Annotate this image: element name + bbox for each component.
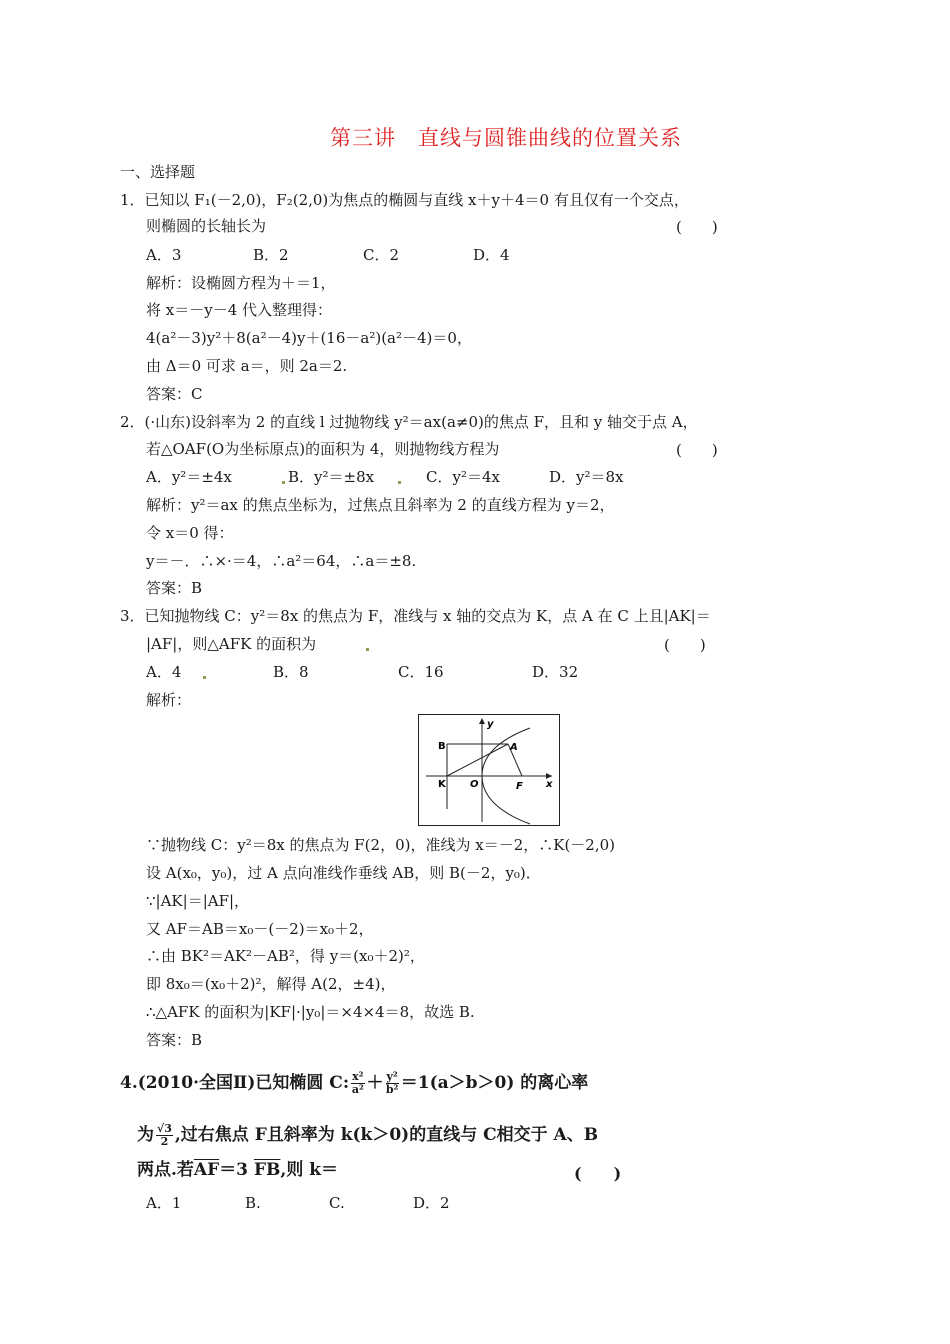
- label-x: x: [546, 779, 553, 790]
- q1-answer-blank: ( ): [676, 218, 718, 236]
- q4-option-d: D．2: [413, 1194, 450, 1212]
- q1-option-c: C．2: [363, 246, 400, 264]
- segment-ak: [447, 744, 508, 776]
- q4-answer-blank: ( ): [574, 1164, 622, 1183]
- q4-eq: ＝3: [219, 1160, 249, 1180]
- q3-solution-line: ∵抛物线 C：y²＝8x 的焦点为 F(2，0)，准线为 x＝－2，∴K(－2,0): [146, 836, 616, 854]
- q2-analysis-line: y＝－．∴×·＝4，∴a²＝64，∴a＝±8.: [146, 552, 417, 570]
- fraction-numerator: x²: [352, 1070, 364, 1083]
- q1-analysis-line: 4(a²－3)y²＋8(a²－4)y＋(16－a²)(a²－4)＝0，: [146, 329, 472, 347]
- page-title: 第三讲 直线与圆锥曲线的位置关系: [330, 126, 682, 150]
- q4-stem-line1: [120, 1071, 588, 1096]
- figure-frame: [419, 715, 560, 826]
- label-f: F: [516, 781, 523, 792]
- q1-option-a: A．3: [146, 246, 182, 264]
- q3-solution-line: 设 A(x₀，y₀)，过 A 点向准线作垂线 AB，则 B(－2，y₀)．: [146, 864, 541, 882]
- speck-mark: [398, 481, 401, 484]
- fraction-x2-a2: [351, 1071, 364, 1096]
- q1-answer: 答案：C: [146, 385, 203, 403]
- fraction-sqrt3-2: [156, 1123, 173, 1148]
- section-heading: 一、选择题: [120, 163, 196, 181]
- speck-mark: [203, 676, 206, 679]
- q1-analysis-line: 解析：设椭圆方程为＋＝1，: [146, 274, 336, 292]
- q1-stem-line1: 1．已知以 F₁(－2,0)，F₂(2,0)为焦点的椭圆与直线 x＋y＋4＝0 有且仅有一个交点，: [120, 191, 689, 209]
- label-k: K: [438, 779, 446, 790]
- q1-analysis-line: 将 x＝－y－4 代入整理得：: [146, 301, 333, 319]
- q3-solution-line: ∴由 BK²＝AK²－AB²，得 y＝(x₀＋2)²，: [146, 947, 425, 965]
- q1-option-b: B．2: [253, 246, 289, 264]
- q1-stem-line2: 则椭圆的长轴长为: [146, 217, 267, 235]
- q4-line2-pre: 为: [137, 1125, 154, 1145]
- q4-stem-line3: [137, 1159, 338, 1181]
- q3-solution-line: ∴△AFK 的面积为|KF|·|y₀|＝×4×4＝8，故选 B.: [146, 1003, 475, 1021]
- q4-option-c: C.: [329, 1194, 345, 1212]
- q4-option-b: B.: [245, 1194, 261, 1212]
- label-o: O: [470, 779, 479, 790]
- q4-line3-post: ,则 k＝: [280, 1160, 339, 1180]
- q3-option-b: B．8: [273, 663, 309, 681]
- q3-option-a: A．4: [146, 663, 182, 681]
- q4-line3-pre: 两点.若: [137, 1160, 194, 1180]
- q4-suffix: ＝1(a＞b＞0) 的离心率: [400, 1073, 589, 1093]
- label-a: A: [510, 742, 518, 753]
- q3-option-c: C．16: [398, 663, 444, 681]
- parabola-figure: [418, 714, 560, 826]
- fraction-denominator: 2: [160, 1135, 169, 1148]
- q2-option-d: D．y²＝8x: [549, 468, 624, 486]
- q3-stem-line2: |AF|，则△AFK 的面积为: [146, 635, 317, 653]
- fraction-denominator: b²: [385, 1083, 399, 1096]
- fraction-y2-b2: [386, 1071, 399, 1096]
- vector-af: $\overline{AF}$: [193, 1160, 220, 1180]
- speck-mark: [366, 648, 369, 651]
- label-y: y: [487, 719, 494, 730]
- q3-option-d: D．32: [532, 663, 579, 681]
- q3-answer-blank: ( ): [664, 636, 706, 654]
- fraction-numerator: y²: [386, 1070, 398, 1083]
- fraction-denominator: a²: [351, 1083, 364, 1096]
- q4-prefix: 4.(2010·全国Ⅱ)已知椭圆 C:: [120, 1073, 350, 1093]
- vector-fb: $\overline{FB}$: [253, 1160, 281, 1180]
- q4-option-a: A．1: [146, 1194, 182, 1212]
- plus-sign: ＋: [366, 1073, 384, 1093]
- q2-stem-line1: 2．(·山东)设斜率为 2 的直线 l 过抛物线 y²＝ax(a≠0)的焦点 F，且和 y 轴交于点 A，: [120, 413, 698, 431]
- y-axis-arrow: [479, 718, 485, 724]
- q2-option-c: C．y²＝4x: [426, 468, 500, 486]
- q3-stem-line1: 3．已知抛物线 C：y²＝8x 的焦点为 F，准线与 x 轴的交点为 K，点 A 在 C 上且|AK|＝: [120, 607, 711, 625]
- q2-answer-blank: ( ): [676, 441, 718, 459]
- q1-analysis-line: 由 Δ＝0 可求 a＝，则 2a＝2.: [146, 357, 348, 375]
- q2-analysis-line: 令 x＝0 得：: [146, 524, 234, 542]
- q2-option-a: A．y²＝±4x: [146, 468, 232, 486]
- q3-answer: 答案：B: [146, 1031, 203, 1049]
- label-b: B: [438, 741, 446, 752]
- q3-analysis-label: 解析：: [146, 691, 192, 709]
- q3-solution-line: 即 8x₀＝(x₀＋2)²，解得 A(2，±4)，: [146, 975, 396, 993]
- q2-stem-line2: 若△OAF(O为坐标原点)的面积为 4，则抛物线方程为: [146, 440, 500, 458]
- q3-solution-line: ∵|AK|＝|AF|，: [146, 892, 250, 910]
- q4-line2-post: ,过右焦点 F且斜率为 k(k＞0)的直线与 C相交于 A、B: [174, 1125, 599, 1145]
- speck-mark: [282, 481, 285, 484]
- fraction-numerator: √3: [157, 1122, 172, 1135]
- q2-answer: 答案：B: [146, 579, 203, 597]
- q4-stem-line2: [137, 1123, 598, 1148]
- q2-analysis-line: 解析：y²＝ax 的焦点坐标为，过焦点且斜率为 2 的直线方程为 y＝2，: [146, 496, 615, 514]
- q2-option-b: B．y²＝±8x: [288, 468, 375, 486]
- q1-option-d: D．4: [473, 246, 510, 264]
- q3-solution-line: 又 AF＝AB＝x₀－(－2)＝x₀＋2，: [146, 920, 374, 938]
